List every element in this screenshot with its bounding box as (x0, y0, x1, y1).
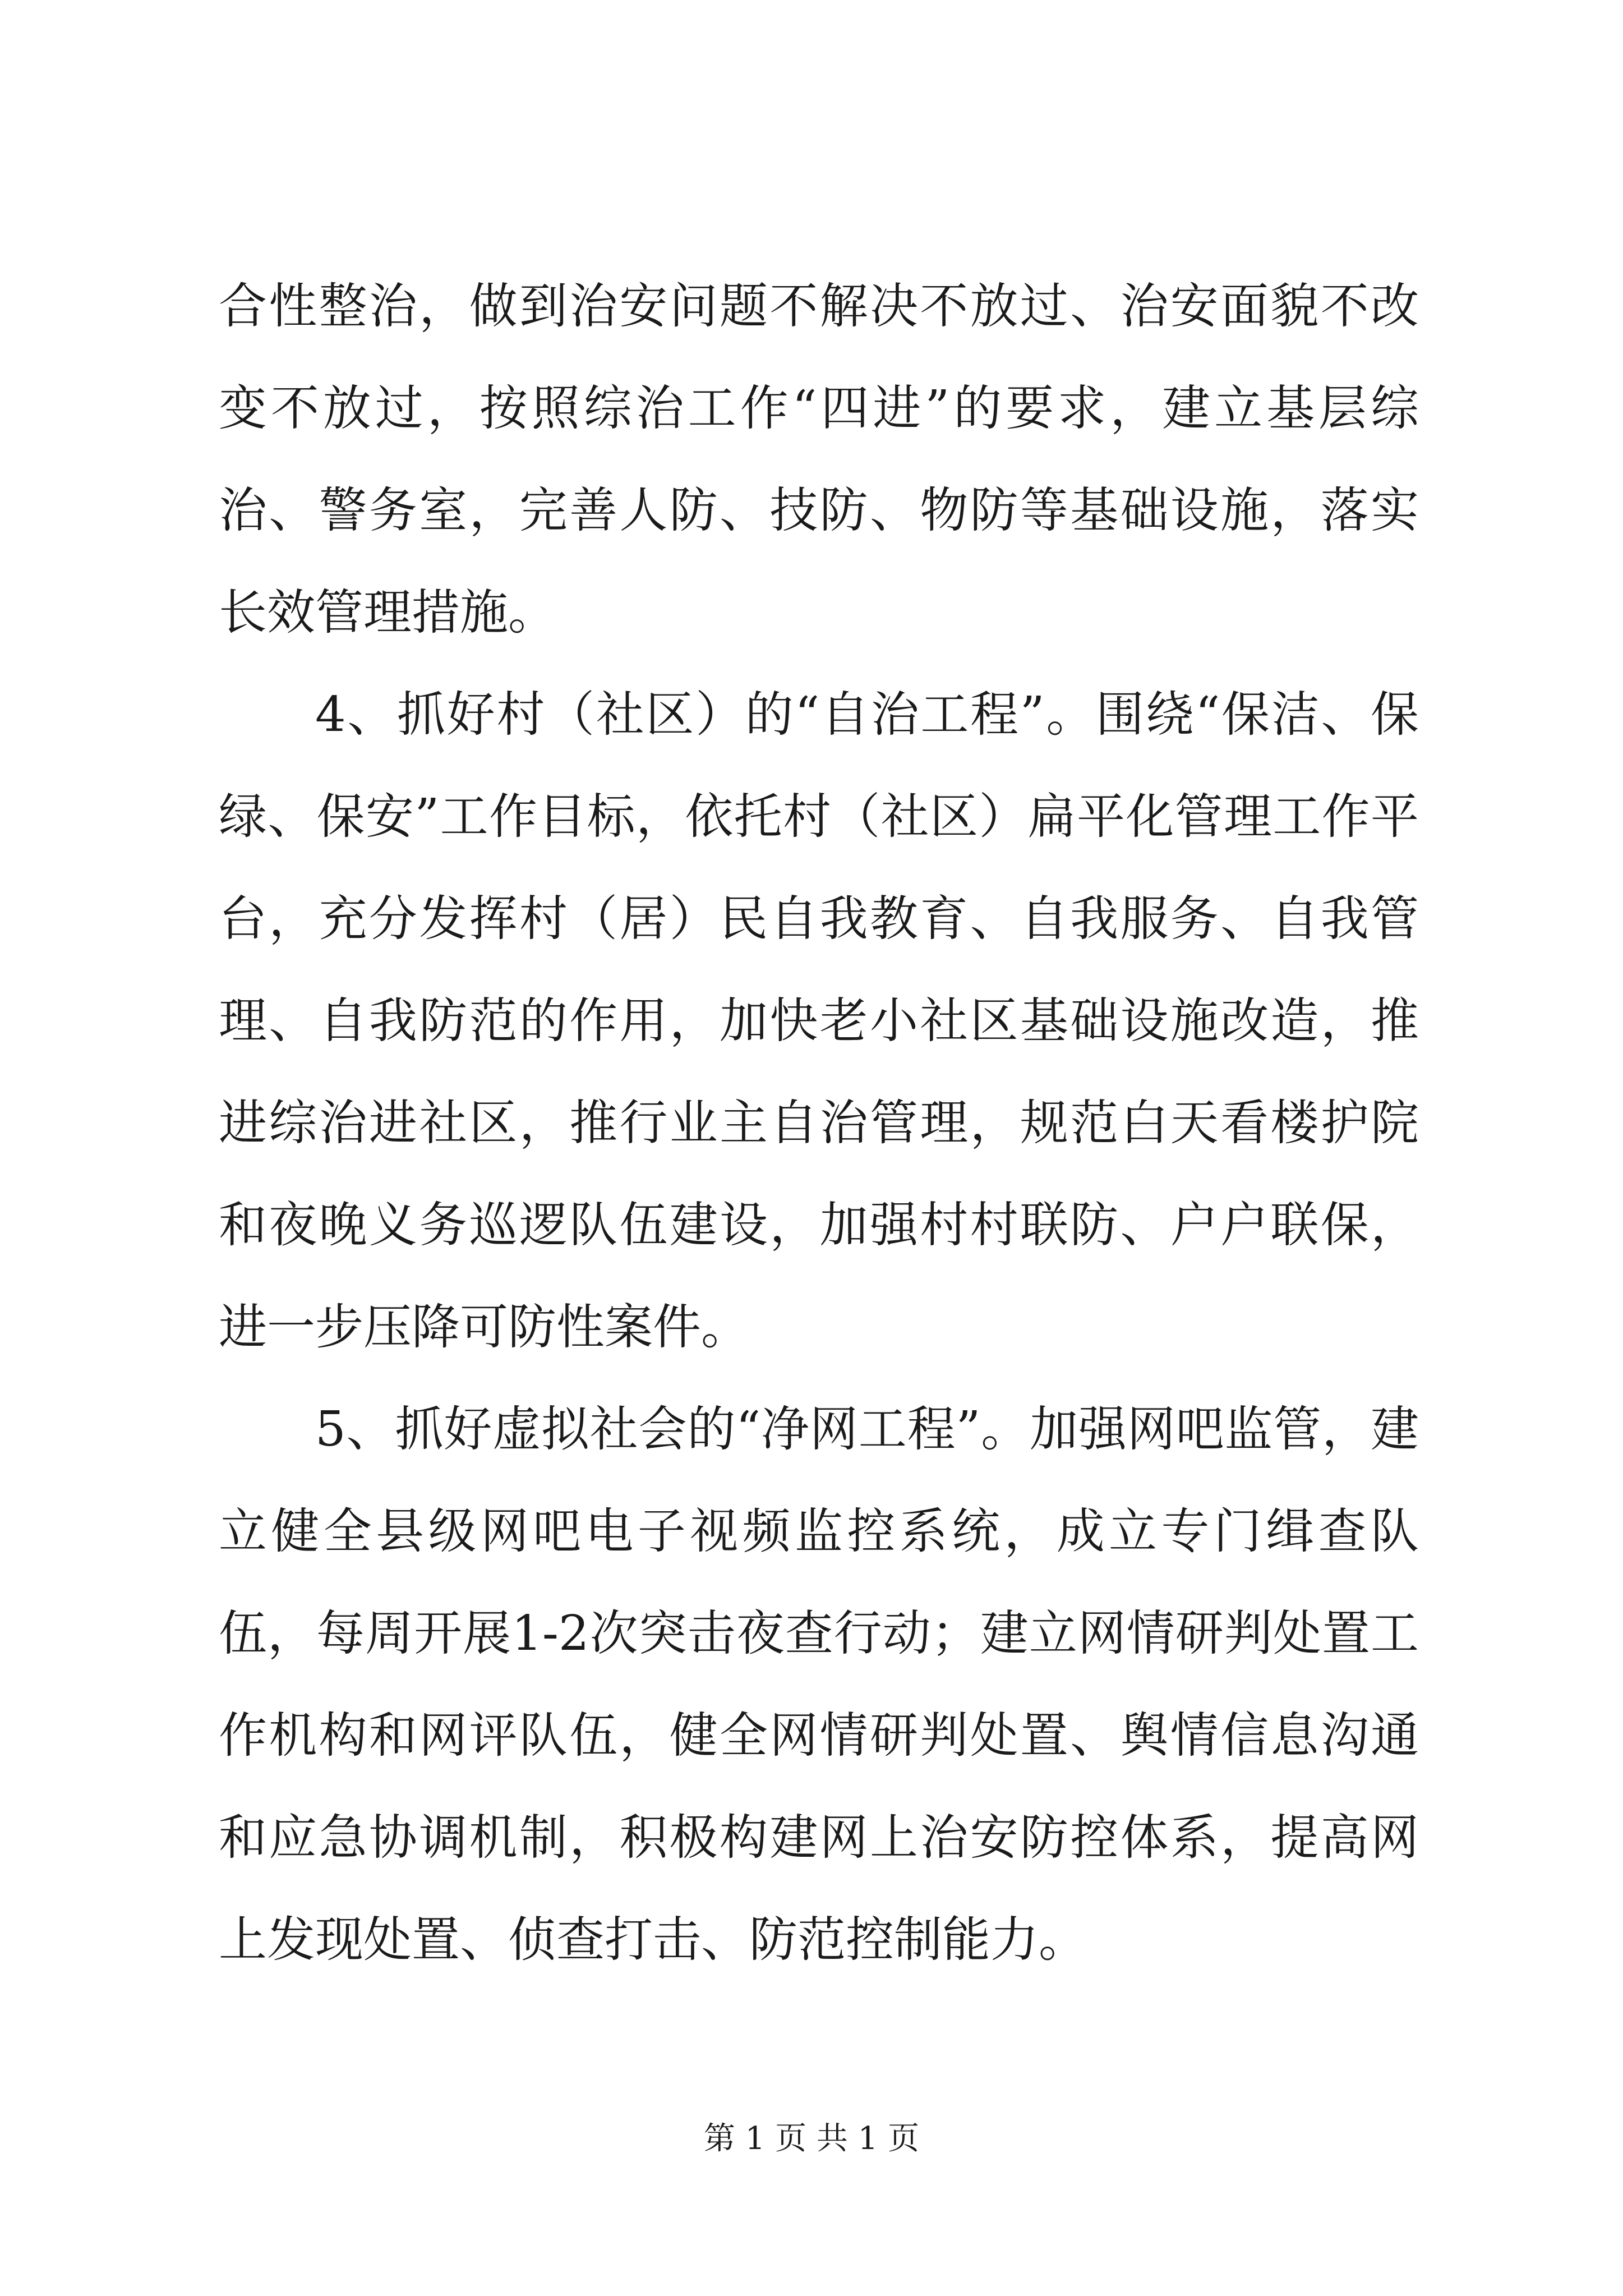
paragraph-continuation: 合性整治，做到治安问题不解决不放过、治安面貌不改变不放过，按照综治工作“四进”的要求，建立基层综治、警务室，完善人防、技防、物防等基础设施，落实长效管理措施。 (219, 278, 1419, 641)
document-body (219, 255, 1419, 1991)
page-footer: 第 1 页 共 1 页 (703, 2120, 920, 2157)
paragraph-item-5: 5、抓好虚拟社会的“净网工程”。加强网吧监管，建立健全县级网吧电子视频监控系统，成立专门缉查队伍，每周开展1-2次突击夜查行动；建立网情研判处置工作机构和网评队伍，健全网情研判处置、舆情信息沟通和应急协调机制，积极构建网上治安防控体系，提高网上发现处置、侦查打击、防范控制能力。 (219, 1401, 1419, 1968)
paragraph-item-4: 4、抓好村（社区）的“自治工程”。围绕“保洁、保绿、保安”工作目标，依托村（社区）扁平化管理工作平台，充分发挥村（居）民自我教育、自我服务、自我管理、自我防范的作用，加快老小社区基础设施改造，推进综治进社区，推行业主自治管理，规范白天看楼护院和夜晚义务巡逻队伍建设，加强村村联防、户户联保，进一步压降可防性案件。 (219, 687, 1419, 1355)
